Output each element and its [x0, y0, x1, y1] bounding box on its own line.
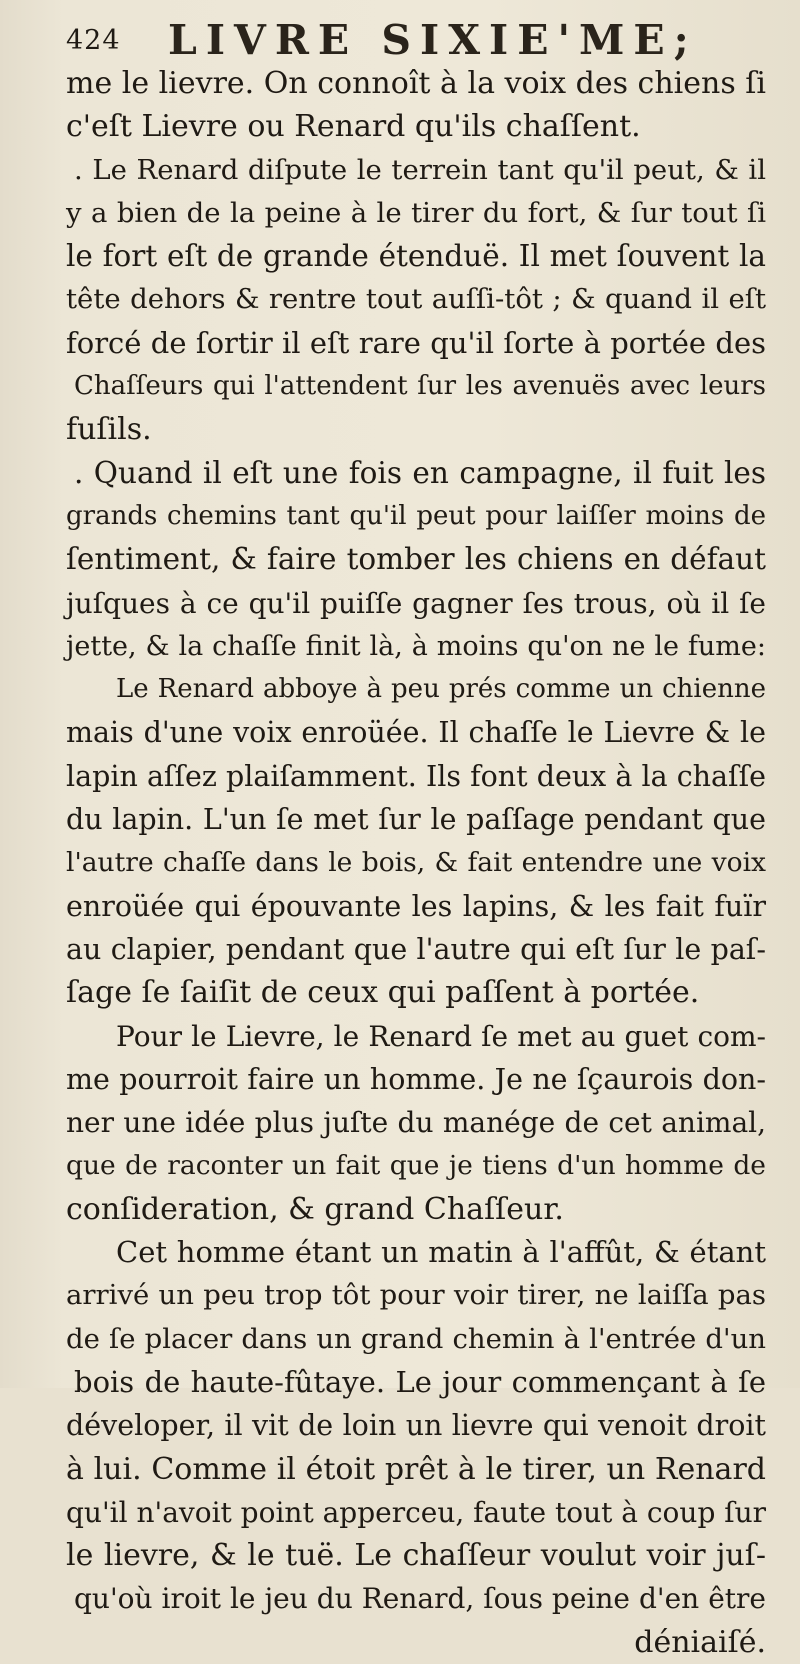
text-line: me le lievre. On connoît à la voix des chiens ſi [66, 66, 766, 101]
text-line: Le Renard abboye à peu prés comme un chienne [116, 674, 766, 705]
running-title: LIVRE SIXIE'ME; [168, 16, 698, 64]
text-line: à lui. Comme il étoit prêt à le tirer, un Renard [66, 1451, 766, 1487]
body-text [66, 62, 766, 1664]
text-line: y a bien de la peine à le tirer du fort, & ſur tout ſi [66, 196, 766, 229]
page-number: 424 [66, 24, 121, 56]
text-line: Chaſſeurs qui l'attendent ſur les avenuës avec leurs [74, 371, 766, 402]
catchword: déniaiſé. [634, 1624, 766, 1660]
text-line: l'autre chaſſe dans le bois, & fait entendre une voix [66, 847, 766, 879]
text-line: mais d'une voix enroüée. Il chaſſe le Lievre & le [66, 716, 766, 750]
text-line: grands chemins tant qu'il peut pour laiſſer moins de [66, 500, 766, 531]
text-line: de ſe placer dans un grand chemin à l'entrée d'un [66, 1322, 766, 1355]
text-line: qu'où iroit le jeu du Renard, ſous peine d'en être [74, 1582, 766, 1616]
text-line: fuſils. [66, 412, 152, 448]
text-line: arrivé un peu trop tôt pour voir tirer, ne laiſſa pas [66, 1279, 766, 1312]
text-line: ſentiment, & faire tomber les chiens en défaut [66, 542, 766, 577]
text-line: que de raconter un fait que je tiens d'un homme de [66, 1150, 766, 1182]
text-line: lapin aſſez plaiſamment. Ils font deux à la chaſſe [66, 759, 766, 793]
text-line: conſideration, & grand Chaſſeur. [66, 1191, 564, 1227]
text-line: Cet homme étant un matin à l'affût, & étant [116, 1235, 766, 1270]
page-header [66, 14, 766, 66]
text-line: bois de haute-fûtaye. Le jour commençant à ſe [74, 1364, 766, 1399]
text-line: tête dehors & rentre tout auſſi-tôt ; & quand il eſt [66, 283, 766, 316]
text-line: enroüée qui épouvante les lapins, & les fait fuïr [66, 889, 766, 923]
text-line: le lievre, & le tuë. Le chaſſeur voulut voir juſ- [66, 1538, 766, 1574]
text-line: du lapin. L'un ſe met ſur le paſſage pendant que [66, 803, 766, 837]
text-line: me pourroit faire un homme. Je ne ſçaurois don- [66, 1062, 766, 1096]
text-line: ſage ſe ſaiſit de ceux qui paſſent à portée. [66, 975, 700, 1011]
text-line: le fort eſt de grande étenduë. Il met ſouvent la [66, 239, 766, 274]
text-line: forcé de ſortir il eſt rare qu'il ſorte à portée des [66, 325, 766, 360]
text-line: jette, & la chaſſe finit là, à moins qu'on ne le fume: [66, 630, 766, 662]
text-line: . Quand il eſt une fois en campagne, il fuit les [74, 455, 766, 490]
text-line: déveloper, il vit de loin un lievre qui venoit droit [66, 1409, 766, 1443]
text-line: Pour le Lievre, le Renard ſe met au guet com- [116, 1019, 766, 1053]
text-line: ner une idée plus juſte du manége de cet animal, [66, 1106, 766, 1140]
text-line: c'eſt Lievre ou Renard qu'ils chaſſent. [66, 109, 641, 145]
text-line: qu'il n'avoit point apperceu, faute tout à coup ſur [66, 1495, 767, 1529]
text-line: . Le Renard diſpute le terrein tant qu'il peut, & il [74, 153, 766, 186]
text-line: juſques à ce qu'il puiſſe gagner ſes trous, où il ſe [66, 586, 766, 620]
text-line: au clapier, pendant que l'autre qui eſt ſur le paſ- [66, 932, 766, 966]
